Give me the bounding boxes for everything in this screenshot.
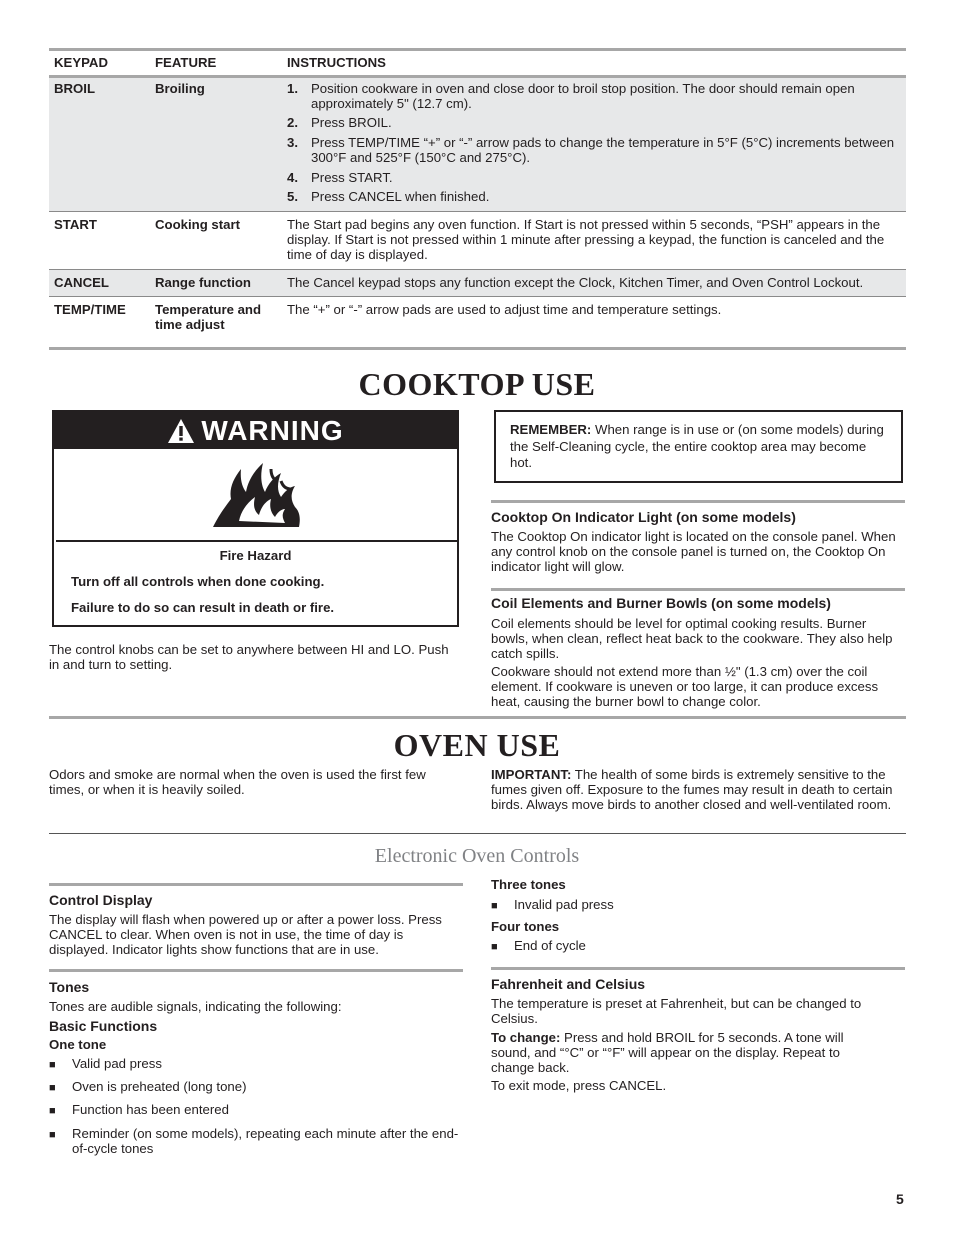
table-row-broil	[49, 78, 906, 212]
electronic-rule	[49, 833, 906, 834]
broil-instructions	[287, 82, 901, 205]
list-item-text: Valid pad press	[72, 1056, 162, 1071]
oven-title: OVEN USE	[393, 727, 561, 763]
temptime-keypad: TEMP/TIME	[54, 302, 126, 318]
page-number: 5	[896, 1191, 904, 1207]
bullet-square-icon: ■	[49, 1105, 56, 1117]
list-item-text: Function has been entered	[72, 1102, 229, 1117]
odors-text: Odors and smoke are normal when the oven is used the first few times, or when it is heavily soiled.	[49, 767, 426, 797]
warning-header	[54, 412, 457, 449]
step-number: 3.	[287, 135, 298, 151]
list-item	[491, 939, 586, 955]
list-item-text: Reminder (on some models), repeating each minute after the end-of-cycle tones	[72, 1126, 459, 1156]
broil-step	[287, 116, 901, 131]
three-tones-label: Three tones	[491, 877, 566, 892]
indicator-heading: Cooktop On Indicator Light (on some models)	[491, 509, 796, 525]
broil-step	[287, 190, 901, 205]
coil-text-2: Cookware should not extend more than ½" (1.3 cm) over the coil element. If cookware is uneven or too large, it can produce excess heat, causing the burner bowl to change color.	[491, 664, 879, 709]
broil-step	[287, 136, 901, 166]
header-feature: FEATURE	[155, 55, 217, 70]
coil-heading: Coil Elements and Burner Bowls (on some models)	[491, 595, 831, 611]
oven-top-rule	[49, 716, 906, 719]
one-tone-label: One tone	[49, 1037, 107, 1052]
bullet-square-icon: ■	[49, 1082, 56, 1094]
temptime-instructions: The “+” or “-” arrow pads are used to adjust time and temperature settings.	[287, 302, 722, 318]
temptime-feature: Temperature and time adjust	[155, 302, 262, 333]
bullet-square-icon: ■	[49, 1129, 56, 1141]
warning-label: WARNING	[201, 414, 344, 446]
cancel-instructions: The Cancel keypad stops any function except the Clock, Kitchen Timer, and Oven Control Lockout.	[287, 274, 864, 290]
tones-rule	[49, 969, 463, 972]
warning-triangle-icon	[167, 418, 195, 444]
warning-hazard: Fire Hazard	[219, 548, 292, 563]
to-change-text	[491, 1031, 886, 1075]
step-number: 1.	[287, 80, 298, 96]
step-number: 4.	[287, 169, 298, 185]
broil-keypad: BROIL	[54, 80, 96, 96]
list-item	[49, 1080, 461, 1096]
step-text: Press START.	[311, 169, 393, 185]
list-item-text: Invalid pad press	[514, 897, 614, 912]
fahrenheit-text: The temperature is preset at Fahrenheit, but can be changed to Celsius.	[491, 996, 862, 1026]
step-number: 5.	[287, 189, 298, 205]
indicator-rule	[491, 500, 905, 503]
table-row-cancel	[49, 270, 906, 298]
control-display-text: The display will flash when powered up or after a power loss. Press CANCEL to clear. When oven is not in use, the time of day is displayed. Indicator lights show functions that are in use.	[49, 912, 442, 957]
coil-rule	[491, 588, 905, 591]
header-keypad: KEYPAD	[54, 55, 108, 70]
one-tone-list	[49, 1057, 461, 1157]
list-item	[491, 898, 614, 914]
three-tones-list	[491, 898, 614, 914]
broil-step	[287, 82, 901, 112]
basic-functions-heading: Basic Functions	[49, 1018, 158, 1034]
tones-intro: Tones are audible signals, indicating the following:	[49, 999, 342, 1014]
to-change-label: To change:	[491, 1030, 561, 1045]
important-text: The health of some birds is extremely sensitive to the fumes given off. Exposure to the fumes may result in death to certain birds. Always move birds to another closed and well-ventilated room.	[491, 767, 893, 812]
list-item	[49, 1127, 461, 1157]
warning-text	[54, 549, 457, 615]
fahrenheit-rule	[491, 967, 905, 970]
list-item-text: Oven is preheated (long tone)	[72, 1079, 247, 1094]
to-change-body: Press and hold BROIL for 5 seconds. A tone will sound, and “°C” or “°F” will appear on the display. Repeat to change back.	[491, 1030, 844, 1075]
bullet-square-icon: ■	[491, 900, 498, 912]
step-text: Press BROIL.	[311, 115, 392, 131]
step-text: Press TEMP/TIME “+” or “-” arrow pads to change the temperature in 5°F (5°C) increments between 300°F and 525°F (150°C and 275°C).	[311, 135, 895, 165]
remember-label: REMEMBER:	[510, 422, 592, 437]
header-instructions: INSTRUCTIONS	[287, 55, 386, 70]
electronic-controls-title: Electronic Oven Controls	[374, 845, 580, 867]
cancel-keypad: CANCEL	[54, 274, 109, 290]
cooktop-title: COOKTOP USE	[358, 366, 596, 402]
warning-picture	[56, 449, 457, 542]
table-row-temptime	[49, 297, 906, 347]
remember-box	[494, 410, 903, 483]
cancel-feature: Range function	[155, 274, 251, 290]
broil-step	[287, 171, 901, 186]
bullet-square-icon: ■	[49, 1059, 56, 1071]
fire-icon	[211, 459, 306, 531]
exit-mode-text: To exit mode, press CANCEL.	[491, 1078, 667, 1093]
step-text: Press CANCEL when finished.	[311, 189, 490, 205]
fahrenheit-heading: Fahrenheit and Celsius	[491, 976, 646, 992]
warning-box	[52, 410, 459, 627]
list-item-text: End of cycle	[514, 938, 586, 953]
four-tones-label: Four tones	[491, 919, 560, 934]
start-keypad: START	[54, 217, 97, 233]
warning-line-2: Failure to do so can result in death or fire.	[71, 599, 335, 615]
control-display-heading: Control Display	[49, 892, 153, 908]
keypad-table	[49, 48, 906, 350]
control-display-rule	[49, 883, 463, 886]
bullet-square-icon: ■	[491, 941, 498, 953]
warning-line-1: Turn off all controls when done cooking.	[71, 573, 325, 589]
important-label: IMPORTANT:	[491, 767, 572, 782]
table-header-row	[49, 51, 906, 75]
start-feature: Cooking start	[155, 217, 240, 233]
important-note	[491, 768, 903, 812]
step-text: Position cookware in oven and close door to broil stop position. The door should remain open approximately 5" (12.7 cm).	[311, 80, 855, 111]
coil-text-1: Coil elements should be level for optimal cooking results. Burner bowls, when clean, reflect heat back to the cookware. They also help catch spills.	[491, 616, 893, 661]
table-bottom-rule	[49, 347, 906, 350]
list-item	[49, 1057, 461, 1073]
table-row-start	[49, 212, 906, 269]
tones-heading: Tones	[49, 979, 90, 995]
indicator-text: The Cooktop On indicator light is located on the console panel. When any control knob on the console panel is turned on, the Cooktop On indicator light will glow.	[491, 529, 896, 574]
four-tones-list	[491, 939, 586, 955]
list-item	[49, 1103, 461, 1119]
start-instructions: The Start pad begins any oven function. If Start is not pressed within 5 seconds, “PSH” appears in the display. If Start is not pressed within 1 minute after pressing a keypad, the function is canceled and the time of day is displayed.	[287, 217, 885, 262]
remember-text: When range is in use or (on some models) during the Self-Cleaning cycle, the entire cooktop area may become hot.	[510, 422, 884, 470]
knobs-text: The control knobs can be set to anywhere between HI and LO. Push in and turn to setting.	[49, 642, 449, 672]
broil-feature: Broiling	[155, 80, 205, 96]
step-number: 2.	[287, 115, 298, 131]
